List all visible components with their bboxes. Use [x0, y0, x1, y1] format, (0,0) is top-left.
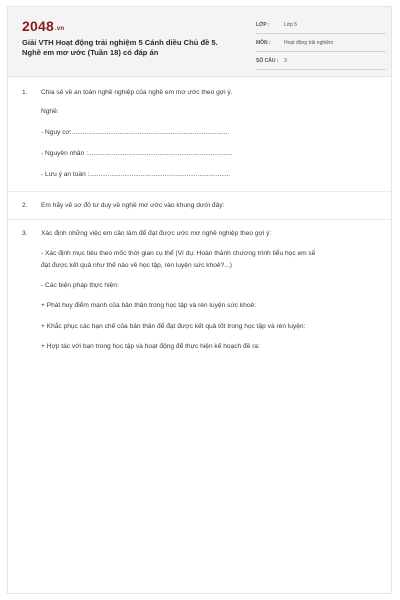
- meta-value-class: Lớp 5: [284, 22, 298, 28]
- document-header: [8, 7, 391, 77]
- document-page: [7, 6, 392, 594]
- document-title-line-2: Nghề em mơ ước (Tuần 18) có đáp án: [22, 48, 159, 57]
- document-title-line-1: Giải VTH Hoạt động trải nghiệm 5 Cánh diều Chủ đề 5.: [22, 38, 218, 47]
- meta-label-class: LỚP :: [256, 22, 270, 28]
- answer-line-safety-note: - Lưu ý an toàn :.............................................................................: [41, 171, 231, 178]
- hint-line-cooperation: + Hợp tác với bạn trong học tập và hoạt động để thực hiện kế hoạch đề ra:: [41, 343, 260, 350]
- question-number: 2.: [22, 202, 28, 209]
- answer-line-risk: - Nguy cơ:......................................................................................: [41, 129, 230, 136]
- divider: [8, 191, 391, 192]
- meta-row-class: [256, 16, 386, 34]
- meta-value-question-count: 3: [284, 58, 287, 64]
- question-number: 3.: [22, 230, 28, 237]
- answer-line-cause: - Nguyên nhân :...............................................................................: [41, 150, 233, 157]
- hint-line-goal-cont: đạt được kết quả như thế nào về học tập, rèn luyện sức khoẻ?...): [41, 262, 232, 269]
- logo-suffix: .vn: [54, 26, 65, 32]
- meta-row-subject: [256, 34, 386, 52]
- meta-label-subject: MÔN :: [256, 40, 271, 46]
- question-text: Chia sẻ về an toàn nghề nghiệp của nghề em mơ ước theo gợi ý.: [41, 89, 233, 96]
- hint-line-weaknesses: + Khắc phục các hạn chế của bản thân để đạt được kết quả tốt trong học tập và rèn luyện:: [41, 323, 306, 330]
- answer-line-job: Nghề:: [41, 108, 59, 115]
- document-title: [22, 38, 247, 58]
- question-text: Xác định những việc em cần làm để đạt được ước mơ nghề nghiệp theo gợi ý:: [41, 230, 272, 237]
- meta-value-subject: Hoạt động trải nghiệm: [284, 40, 334, 46]
- question-number: 1.: [22, 89, 28, 96]
- site-logo[interactable]: [22, 18, 64, 34]
- hint-line-strengths: + Phát huy điểm mạnh của bản thân trong học tập và rèn luyện sức khoẻ:: [41, 302, 256, 309]
- hint-line-goal: - Xác định mục tiêu theo mốc thời gian cụ thể (Ví dụ: Hoàn thành chương trình tiểu học em sẽ: [41, 250, 316, 257]
- document-meta: [256, 16, 386, 70]
- hint-line-measures: - Các biện pháp thực hiện:: [41, 282, 119, 289]
- question-text: Em hãy vẽ sơ đồ tư duy về nghề mơ ước vào khung dưới đây:: [41, 202, 225, 209]
- meta-label-question-count: SỐ CÂU :: [256, 58, 279, 64]
- divider: [8, 219, 391, 220]
- meta-row-question-count: [256, 52, 386, 70]
- logo-text: 2048: [22, 18, 54, 34]
